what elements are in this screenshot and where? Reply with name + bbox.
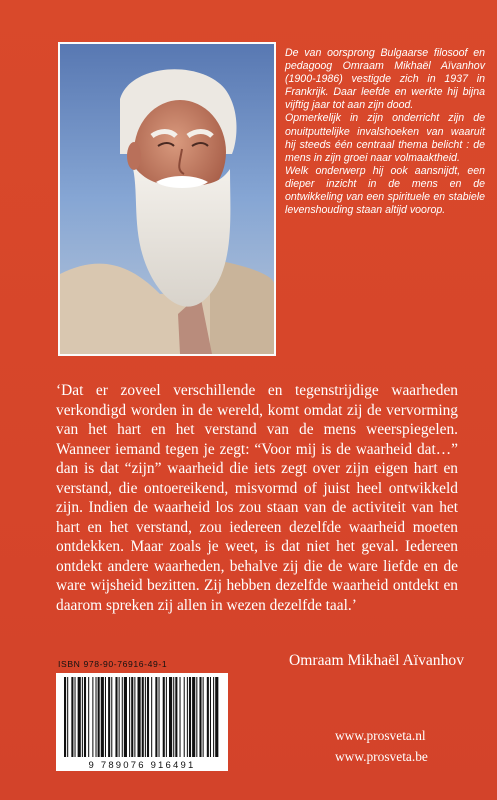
barcode-bar — [187, 677, 188, 757]
barcode-bar — [215, 677, 218, 757]
barcode-bar — [155, 677, 157, 757]
barcode-digits: 9 789076 916491 — [56, 760, 228, 771]
barcode-bar — [124, 677, 127, 757]
barcode-bar — [210, 677, 211, 757]
barcode — [56, 673, 228, 771]
barcode-bar — [163, 677, 165, 757]
barcode-bar — [82, 677, 83, 757]
barcode-bar — [203, 677, 204, 757]
barcode-bar — [134, 677, 135, 757]
url-be[interactable]: www.prosveta.be — [335, 749, 428, 764]
barcode-bar — [207, 677, 209, 757]
barcode-bar — [96, 677, 97, 757]
barcode-bar — [189, 677, 191, 757]
barcode-bar — [169, 677, 172, 757]
barcode-bar — [166, 677, 167, 757]
barcode-bar — [84, 677, 86, 757]
quote-text: ‘Dat er zoveel verschillende en tegenstrijdige waarheden verkondigd worden in de wereld, komt omdat zij de vervorming van het hart en het verstand van de mens weerspiegelen. Wanneer iemand tegen je zegt: “Voor mij is de waarheid dat…” dan is dat “zijn” waarheid die iets zegt over zijn eigen hart en verstand, die ontoereikend, misvormd of juist heel ontwikkeld zijn. Indien de waarheid los zou staan van de activiteit van het hart en het verstand, zou iedereen dezelfde waarheid moeten ontdekken. Maar zoals je weet, is dat niet het geval. Iedereen ontdekt andere waarheden, behalve zij die de ware liefde en de ware wijsheid bezitten. Zij hebben dezelfde waarheid ontdekt en daarom spreken zij allen in wezen dezelfde taal.’ — [56, 382, 458, 614]
publisher-urls — [335, 725, 475, 767]
bio-paragraph-1: De van oorsprong Bulgaarse filosoof en pedagoog Omraam Mikhaël Aïvanhov (1900-1986) vestigde zich in 1937 in Frankrijk. Daar leefde en werkte hij bijna vijftig jaar tot aan zijn dood. — [285, 47, 485, 112]
barcode-bar — [142, 677, 144, 757]
barcode-bar — [98, 677, 100, 757]
author-biography — [285, 47, 485, 217]
barcode-bar — [131, 677, 133, 757]
url-nl[interactable]: www.prosveta.nl — [335, 728, 426, 743]
portrait-photo — [60, 44, 274, 354]
barcode-bar — [105, 677, 106, 757]
barcode-bar — [88, 677, 89, 757]
barcode-bar — [115, 677, 117, 757]
barcode-bar — [138, 677, 141, 757]
barcode-bar — [175, 677, 177, 757]
author-portrait — [58, 42, 276, 356]
barcode-bar — [151, 677, 152, 757]
barcode-bar — [147, 677, 149, 757]
barcode-bar — [180, 677, 181, 757]
barcode-bars — [56, 673, 228, 761]
barcode-bar — [78, 677, 81, 757]
barcode-bar — [159, 677, 160, 757]
barcode-bar — [119, 677, 120, 757]
barcode-bar — [122, 677, 123, 757]
barcode-bar — [101, 677, 104, 757]
quote-author: Omraam Mikhaël Aïvanhov — [289, 652, 464, 669]
barcode-bar — [75, 677, 76, 757]
barcode-bar — [184, 677, 185, 757]
barcode-bar — [196, 677, 197, 757]
barcode-bar — [108, 677, 110, 757]
portrait-illustration — [60, 44, 274, 354]
barcode-bar — [92, 677, 93, 757]
isbn-label: ISBN 978-90-76916-49-1 — [58, 659, 168, 669]
barcode-bar — [67, 677, 68, 757]
barcode-bar — [145, 677, 146, 757]
bio-paragraph-2: Opmerkelijk in zijn onderricht zijn de onuitputtelijke invalshoeken van waaruit hij steeds één centraal thema belicht : de mens in zijn groei naar volmaaktheid. — [285, 112, 485, 164]
barcode-bar — [64, 677, 66, 757]
barcode-bar — [111, 677, 112, 757]
barcode-bar — [213, 677, 214, 757]
barcode-bar — [129, 677, 130, 757]
bio-paragraph-3: Welk onderwerp hij ook aansnijdt, een dieper inzicht in de mens en de ontwikkeling van een spirituele en stabiele levenshouding staan altijd voorop. — [285, 164, 485, 217]
barcode-bar — [71, 677, 73, 757]
barcode-bar — [192, 677, 195, 757]
barcode-bar — [173, 677, 174, 757]
barcode-bar — [199, 677, 201, 757]
